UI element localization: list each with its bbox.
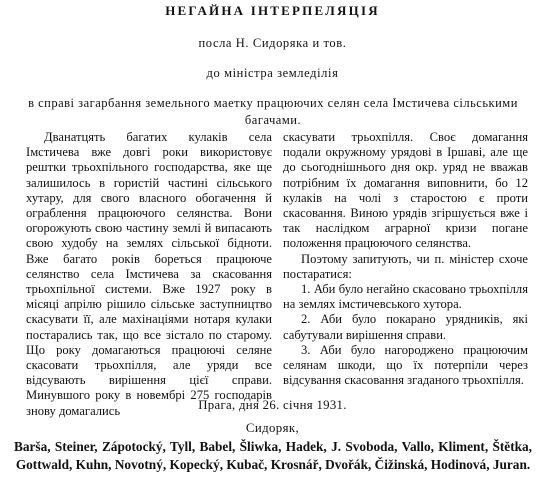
body-paragraph-text-cont: Вони огорожують свою частину землі й випасають свою худобу на землях сільської бідноти. Вже багато років бореться працююче селянство села Імстичева за скасовання трьохпільної системи. Вже 1927 року в місяці апрілю рішило сільське заступництво скасувати її, але махінаціями нотаря кулаки постарались так, що все зістало по старому. Що року домагаються працюючі селяне скасовати трьохпілля, але уряди все відсувають вирішення цієї справи. Минувшого року в новембрі 275 господарів знову домагались — [26, 206, 272, 418]
interpellation-subject: в справі загарбання земельного маетку працюючих селян села Імстичева сільськими багачами. — [28, 96, 518, 127]
demand-item: 1. Аби було негайно скасовано трьохпілля на землях імстичевського хутора. — [283, 282, 528, 312]
left-column — [26, 130, 272, 419]
demand-item: 2. Аби було покарано урядників, які сабутували вирішення справи. — [283, 312, 528, 342]
body-paragraph: скасувати трьохпілля. Своє домагання подали окружному урядові в Іршаві, але ще до сьогоднішнього дня окр. уряд не вважав потрібним їх домагання виповнити, бо 12 кулаків на чолі з старостою є проти скасовання. Виною урядів згіршується вже і так наслідком аграрної кризи погане положення працюючого селянства. — [283, 130, 528, 251]
signatories-list: Barša, Steiner, Zápotocký, Tyll, Babel, Šliwka, Hadek, J. Svoboda, Vallo, Kliment, Štětka, Gottwald, Kuhn, Novotný, Kopecký, Kubač, Krosnář, Dvořák, Čižinská, Hodinová, Juran. — [14, 439, 532, 472]
body-paragraph — [26, 130, 272, 419]
interpellation-author: посла Н. Сидоряка и тов. — [198, 36, 347, 50]
right-column — [283, 130, 528, 388]
document-date: Прага, дня 26. січня 1931. — [198, 398, 347, 412]
interpellation-addressee: до міністра земледілія — [206, 66, 339, 80]
body-paragraph: Поэтому запитують, чи п. міністер схоче постаратися: — [283, 251, 528, 281]
body-paragraph-text: Дванатцять багатих кулаків села Імстичева вже довгі роки використовує рештки трьохпільного господарства, яке ще залишилось в гористій частині сільського хутару, для свого власного обогачення й ограблення працюючого селянства. — [26, 130, 272, 221]
document-title: НЕГАЙНА ІНТЕРПЕЛЯЦІЯ — [165, 3, 380, 18]
demand-item: 3. Аби було нагороджено працюючим селянам шкоди, що їх потерпіли через відсування скасовання згаданого трьохпілля. — [283, 342, 528, 388]
lead-signatory: Сидоряк, — [245, 421, 300, 435]
